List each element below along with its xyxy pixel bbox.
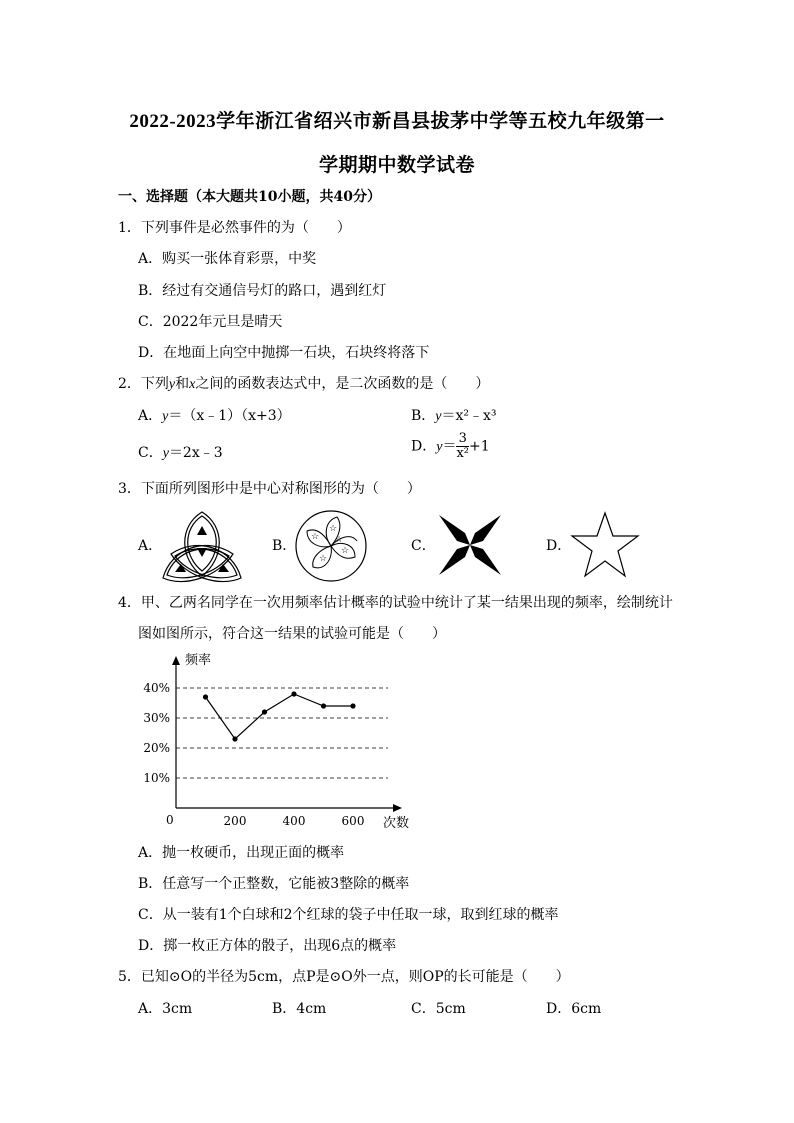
svg-text:☆: ☆ [318,554,328,564]
q2-a-label: A． [138,408,163,424]
q5-option-d: D．6cm [546,1001,602,1017]
q5-stem: 5．已知⊙O的半径为5cm，点P是⊙O外一点，则OP的长可能是（ ） [118,969,570,985]
origin-label: 0 [166,813,174,827]
y-tick-label: 40% [143,681,170,695]
q2-b-label: B． [411,408,436,424]
q1-option-b: B．经过有交通信号灯的路口，遇到红灯 [138,283,387,299]
figure-b-flower [293,509,369,583]
q2-d-eq: ＝ [442,438,457,455]
triangle-icon [197,526,207,535]
q2-option-c [138,442,223,462]
q3-label-d: D． [546,538,572,554]
q5-option-c: C．5cm [411,1001,466,1017]
x-axis-label: 次数 [383,816,410,831]
q2-option-d [411,432,490,461]
q4-option-c: C．从一装有1个白球和2个红球的袋子中任取一球，取到红球的概率 [138,907,559,923]
q2-c-y: y [162,446,169,461]
q2-option-b [411,405,497,425]
q2-b-y: y [435,409,442,424]
q4-option-d: D．掷一枚正方体的骰子，出现6点的概率 [138,938,397,954]
svg-text:☆: ☆ [328,524,338,534]
q4-option-b: B．任意写一个正整数，它能被3整除的概率 [138,876,410,892]
q2-c-label: C． [138,445,163,461]
x-axis-arrow [393,804,402,812]
x-tick-label: 600 [341,814,365,828]
q2-a-y: y [162,409,169,424]
figure-a-trefoil [157,506,247,586]
q2-var-y: y [168,377,176,392]
svg-text:☆: ☆ [310,532,320,542]
y-axis-label: 频率 [185,653,212,668]
q2-d-fraction [456,432,469,461]
data-point [350,703,355,708]
q2-stem-and: 和 [175,376,190,392]
q2-c-expr: ＝2x﹣3 [168,445,223,461]
triangle-icon [197,548,207,557]
section-heading: 一、选择题（本大题共10小题，共40分） [118,189,381,205]
q3-label-a: A． [138,538,163,554]
page-title-line1: 2022-2023学年浙江省绍兴市新昌县拔茅中学等五校九年级第一 [129,111,665,132]
q2-stem-pre: 2．下列 [118,376,169,392]
frequency-line-chart [130,646,430,836]
y-axis-arrow [172,656,180,665]
q2-d-denominator: x² [456,446,469,461]
data-point [291,691,296,696]
q1-option-d: D．在地面上向空中抛掷一石块，石块终将落下 [138,345,430,361]
q2-b-expr: ＝x²﹣x³ [441,408,497,424]
q1-stem: 1．下列事件是必然事件的为（ ） [118,220,351,236]
svg-text:☆: ☆ [340,546,350,556]
q1-option-c: C．2022年元旦是晴天 [138,314,283,330]
q2-stem-post: 之间的函数表达式中，是二次函数的是（ ） [195,376,490,392]
q5-option-b: B．4cm [272,1001,327,1017]
y-tick-label: 20% [143,741,170,755]
figure-d-star [570,511,640,579]
q4-stem-line2: 图如图所示，符合这一结果的试验可能是（ ） [138,626,446,642]
data-point [232,736,237,741]
x-tick-label: 400 [282,814,306,828]
q2-d-tail: +1 [469,438,490,455]
q3-label-b: B． [272,538,297,554]
data-point [262,709,267,714]
series-line [206,694,354,739]
q5-option-a: A．3cm [138,1001,193,1017]
figure-c-pinwheel [437,513,503,577]
y-tick-label: 30% [143,711,170,725]
svg-text:☆: ☆ [334,535,344,545]
q2-stem [118,373,489,393]
y-tick-label: 10% [143,771,170,785]
q2-a-expr: ＝（x﹣1）（x+3） [168,408,291,424]
page-title-line2: 学期期中数学试卷 [318,155,475,176]
q2-var-x: x [189,377,196,392]
q2-d-numerator: 3 [456,432,469,447]
q4-option-a: A．抛一枚硬币，出现正面的概率 [138,845,345,861]
q2-option-a [138,405,291,425]
x-tick-label: 200 [223,814,247,828]
q3-stem: 3．下面所列图形中是中心对称图形的为（ ） [118,481,421,497]
q4-stem-line1: 4．甲、乙两名同学在一次用频率估计概率的试验中统计了某一结果出现的频率，绘制统计 [118,595,673,611]
data-point [321,703,326,708]
data-point [203,694,208,699]
q2-d-y: y [436,439,443,455]
q1-option-a: A．购买一张体育彩票，中奖 [138,251,317,267]
q3-label-c: C． [411,538,436,554]
q2-d-label: D． [411,438,437,455]
